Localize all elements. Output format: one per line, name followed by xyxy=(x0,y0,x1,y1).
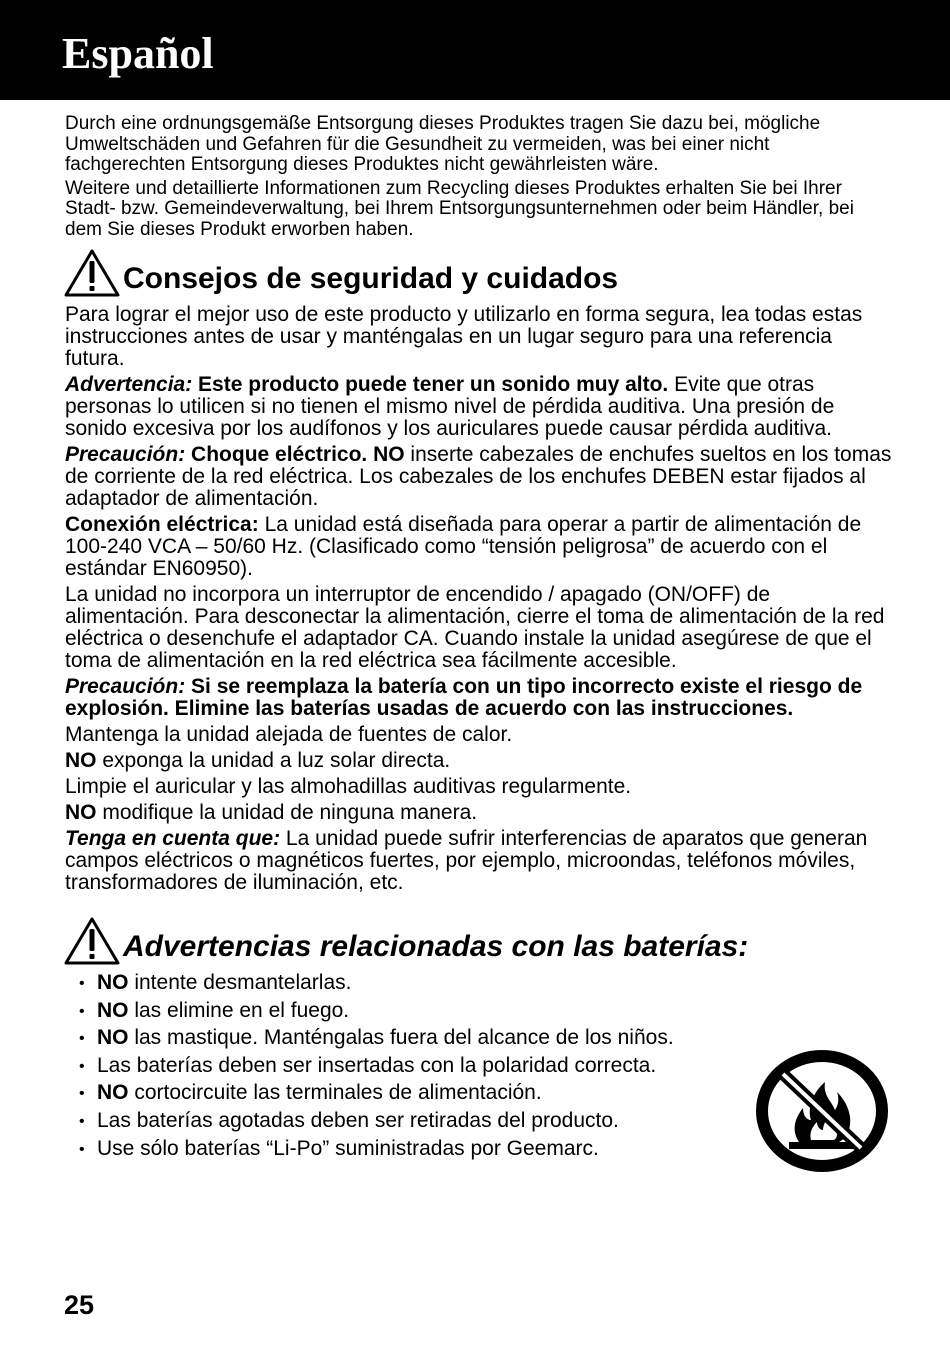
bullet-icon: • xyxy=(79,975,85,992)
list-item-text: las elimine en el fuego. xyxy=(128,998,350,1022)
connection-paragraph xyxy=(65,514,895,580)
sun-paragraph xyxy=(65,750,895,772)
bullet-icon: • xyxy=(79,1030,85,1048)
safety-intro: Para lograr el mejor uso de este producto y utilizarlo en forma segura, lea todas estas instrucciones antes de usar y manténgalas en un lugar seguro para una referencia futura. xyxy=(65,303,863,370)
list-item-text: Las baterías deben ser insertadas con la polaridad correcta. xyxy=(97,1053,657,1077)
shock-caution-text: inserte cabezales de enchufes sueltos en los tomas de corriente de la red eléctrica. Los cabezales de los enchufes DEBEN estar fijados al adaptador de alimentación. xyxy=(65,443,892,510)
bullet-icon: • xyxy=(79,1112,85,1130)
language-banner xyxy=(0,0,950,100)
connection-label: Conexión eléctrica: xyxy=(65,513,259,536)
modify-text: modifique la unidad de ninguna manera. xyxy=(96,801,478,824)
warning-paragraph xyxy=(65,374,895,440)
list-item xyxy=(79,1000,895,1023)
note-paragraph xyxy=(65,828,895,894)
intro-paragraph-1: Durch eine ordnungsgemäße Entsorgung dieses Produktes tragen Sie dazu bei, mögliche Umweltschäden und Gefahren für die Gesundheit zu vermeiden, was bei einer nicht fachgerechten Entsorgung dieses Produktes nicht gewährleisten wäre. xyxy=(65,113,821,175)
safety-title: Consejos de seguridad y cuidados xyxy=(123,262,619,295)
battery-title: Advertencias relacionadas con las baterías: xyxy=(123,930,749,963)
warning-triangle-icon xyxy=(63,248,121,298)
list-item-no: NO xyxy=(97,1026,129,1050)
battery-caution-paragraph xyxy=(65,676,895,720)
warning-bold-text: Este producto puede tener un sonido muy alto. xyxy=(192,373,669,396)
modify-paragraph xyxy=(65,802,895,824)
sun-text: exponga la unidad a luz solar directa. xyxy=(96,749,451,772)
battery-heading xyxy=(63,916,895,966)
list-item-text: Use sólo baterías “Li-Po” suministradas por Geemarc. xyxy=(97,1136,599,1160)
intro-paragraph-2: Weitere und detaillierte Informationen zum Recycling dieses Produktes erhalten Sie bei Ihrer Stadt- bzw. Gemeindeverwaltung, bei Ihrem Entsorgungsunternehmen oder beim Händler, bei dem Sie dieses Produkt erworben haben. xyxy=(65,177,854,240)
list-item-text: intente desmantelarlas. xyxy=(128,971,352,994)
note-text: La unidad puede sufrir interferencias de aparatos que generan campos eléctricos o magnéticos fuertes, por ejemplo, microondas, teléfonos móviles, transformadores de iluminación, etc. xyxy=(65,827,868,894)
shock-caution-paragraph xyxy=(65,444,895,510)
bullet-icon: • xyxy=(79,1085,85,1103)
list-item-no: NO xyxy=(97,1081,129,1105)
language-title: Español xyxy=(62,29,214,78)
list-item xyxy=(79,972,895,995)
list-item xyxy=(79,1027,895,1050)
warning-label: Advertencia: xyxy=(65,373,193,396)
modify-no: NO xyxy=(65,801,97,824)
shock-caution-bold-text: Choque eléctrico. NO xyxy=(185,443,405,466)
note-label: Tenga en cuenta que: xyxy=(65,827,281,850)
clean-paragraph: Limpie el auricular y las almohadillas auditivas regularmente. xyxy=(65,775,632,798)
list-item-no: NO xyxy=(97,998,129,1022)
battery-caution-bold-text: Si se reemplaza la batería con un tipo incorrecto existe el riesgo de explosión. Elimine las baterías usadas de acuerdo con las instrucciones. xyxy=(65,675,863,720)
connection-text: La unidad está diseñada para operar a partir de alimentación de 100-240 VCA – 50/60 Hz. (Clasificado como “tensión peligrosa” de acuerdo con el estándar EN60950). xyxy=(65,513,862,580)
no-switch-paragraph: La unidad no incorpora un interruptor de encendido / apagado (ON/OFF) de alimentación. Para desconectar la alimentación, cierre el toma de alimentación de la red eléctrica o desenchufe el adaptador CA. Cuando instale la unidad asegúrese de que el toma de alimentación en la red eléctrica sea fácilmente accesible. xyxy=(65,583,885,672)
list-item-no: NO xyxy=(97,971,129,994)
safety-heading xyxy=(63,248,895,298)
shock-caution-label: Precaución: xyxy=(65,443,186,466)
warning-triangle-icon xyxy=(63,916,121,966)
sun-no: NO xyxy=(65,749,97,772)
list-item-text: las mastique. Manténgalas fuera del alcance de los niños. xyxy=(128,1026,674,1050)
heat-paragraph: Mantenga la unidad alejada de fuentes de calor. xyxy=(65,723,513,746)
list-item-text: Las baterías agotadas deben ser retiradas del producto. xyxy=(97,1108,619,1132)
page-number: 25 xyxy=(64,1290,95,1320)
page-content xyxy=(65,114,895,1165)
bullet-icon: • xyxy=(79,1140,85,1158)
no-fire-icon xyxy=(755,1050,889,1172)
battery-caution-label: Precaución: xyxy=(65,675,186,698)
bullet-icon: • xyxy=(79,1002,85,1020)
warning-text: Evite que otras personas lo utilicen si no tienen el mismo nivel de pérdida auditiva. Una presión de sonido excesiva por los audífonos y los auriculares puede causar pérdida auditiva. xyxy=(65,373,835,440)
bullet-icon: • xyxy=(79,1057,85,1075)
list-item-text: cortocircuite las terminales de alimentación. xyxy=(128,1081,542,1105)
